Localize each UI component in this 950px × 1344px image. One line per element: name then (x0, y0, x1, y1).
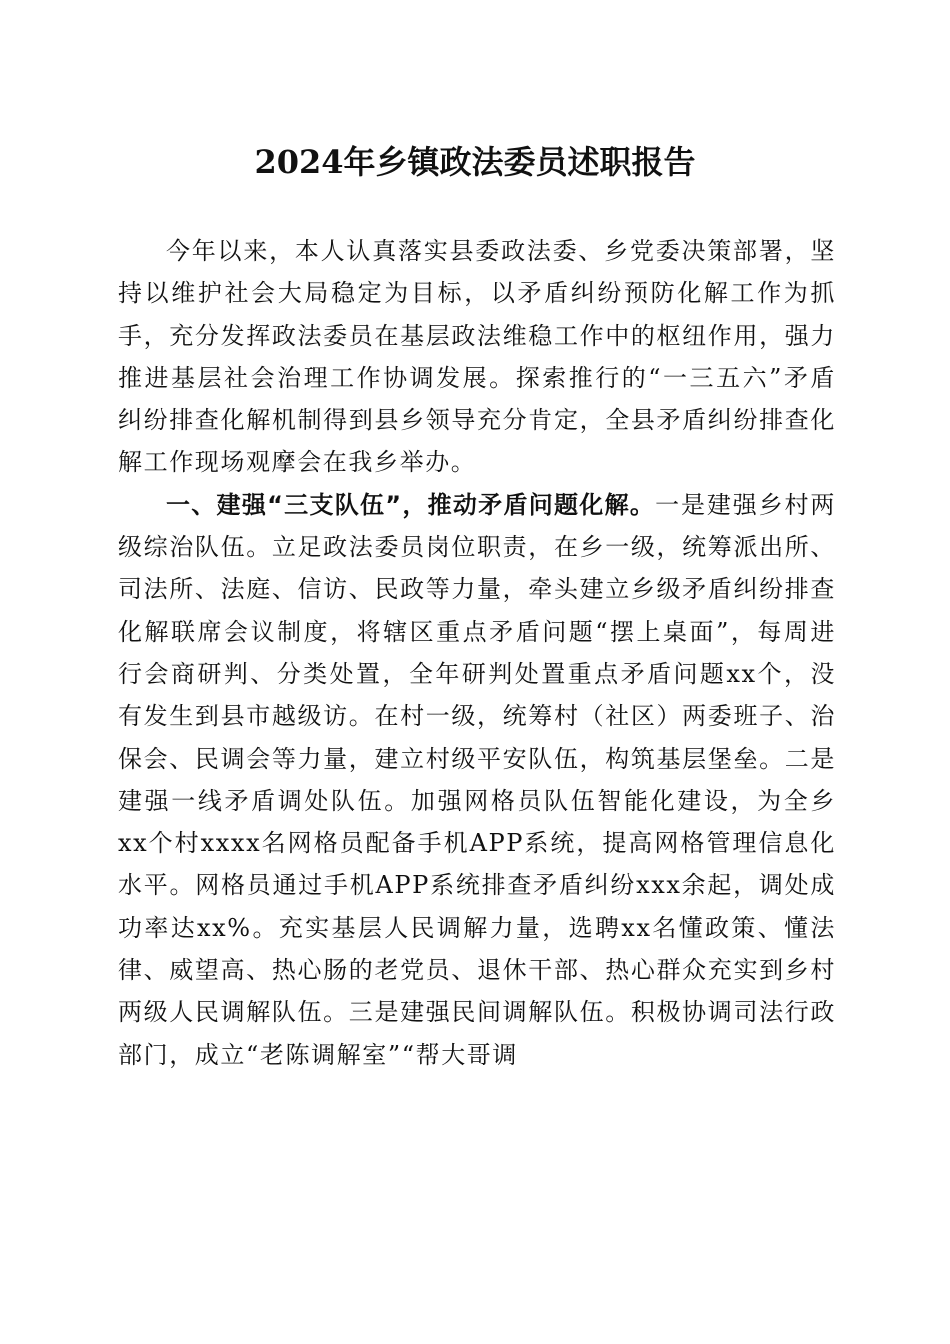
intro-paragraph (118, 230, 836, 484)
document-title: 2024年乡镇政法委员述职报告 (254, 143, 696, 181)
document-body (118, 230, 836, 1076)
section-one-heading: 一、建强“三支队伍”，推动矛盾问题化解。 (166, 490, 656, 519)
section-one-paragraph (118, 484, 836, 1076)
intro-paragraph-text: 今年以来，本人认真落实县委政法委、乡党委决策部署，坚持以维护社会大局稳定为目标，以矛盾纠纷预防化解工作为抓手，充分发挥政法委员在基层政法维稳工作中的枢纽作用，强力推进基层社会治理工作协调发展。探索推行的“一三五六”矛盾纠纷排查化解机制得到县乡领导充分肯定，全县矛盾纠纷排查化解工作现场观摩会在我乡举办。 (118, 237, 836, 477)
section-one-text: 一是建强乡村两级综治队伍。立足政法委员岗位职责，在乡一级，统筹派出所、司法所、法庭、信访、民政等力量，牵头建立乡级矛盾纠纷排查化解联席会议制度，将辖区重点矛盾问题“摆上桌面”，每周进行会商研判、分类处置，全年研判处置重点矛盾问题xx个，没有发生到县市越级访。在村一级，统筹村（社区）两委班子、治保会、民调会等力量，建立村级平安队伍，构筑基层堡垒。二是建强一线矛盾调处队伍。加强网格员队伍智能化建设，为全乡xx个村xxxx名网格员配备手机APP系统，提高网格管理信息化水平。网格员通过手机APP系统排查矛盾纠纷xxx余起，调处成功率达xx%。充实基层人民调解力量，选聘xx名懂政策、懂法律、威望高、热心肠的老党员、退休干部、热心群众充实到乡村两级人民调解队伍。三是建强民间调解队伍。积极协调司法行政部门，成立“老陈调解室”“帮大哥调 (118, 490, 836, 1069)
